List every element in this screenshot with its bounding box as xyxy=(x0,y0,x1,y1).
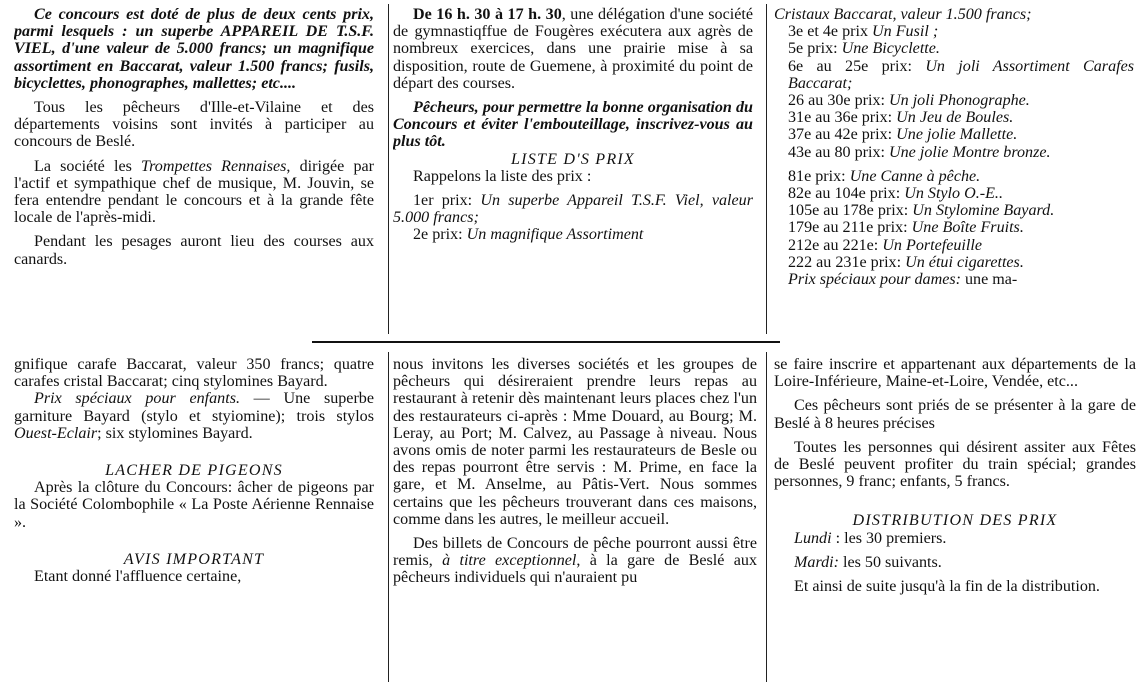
prize-line: 222 au 231e prix: Un étui cigarettes. xyxy=(788,253,1024,271)
column-rule xyxy=(388,4,389,334)
restaurants-paragraph: nous invitons les diverses sociétés et les groupes de pêcheurs qui désireraient prendre leurs repas au restaurant à retenir dès maintenant leurs places chez l'un des restaurateurs ci-après : Mme Douard, au Bourg; M. Leray, au Port; M. Calvez, au Passage à niveau. Nous avons omis de noter parmi les restaurateurs de Besle ou des repas pourront être servis : M. Prime, en face la gare, et M. Anselme, au Pâtis-Vert. Nous sommes certains que les pêcheurs trouverant dans ces maisons, comme dans les autres, le meilleur accueil. xyxy=(393,356,757,528)
bottom-column-3 xyxy=(774,356,1136,682)
pigeon-release-heading: LACHER DE PIGEONS xyxy=(105,462,283,480)
prize-line: 179e au 211e prix: Une Boîte Fruits. xyxy=(788,219,1024,237)
top-column-3 xyxy=(774,6,1134,336)
top-column-2 xyxy=(393,6,753,336)
invitation-paragraph: Tous les pêcheurs d'Ille-et-Vilaine et des départements voisins sont invités à participer au concours de Beslé. xyxy=(14,99,374,151)
distribution-end-paragraph: Et ainsi de suite jusqu'à la fin de la distribution. xyxy=(794,578,1100,596)
important-notice-heading: AVIS IMPORTANT xyxy=(123,550,265,568)
music-paragraph: La société les Trompettes Rennaises, dirigée par l'actif et sympathique chef de musique, M. Jouvin, se fera entendre pendant le concours et à la grande fête locale de l'après-midi. xyxy=(14,157,374,227)
prize-line: Prix spéciaux pour dames: une ma- xyxy=(788,271,1018,289)
section-divider xyxy=(312,341,780,343)
prize-intro-paragraph: Ce concours est doté de plus de deux cents prix, parmi lesquels : un superbe APPAREIL DE T.S.F. VIEL, d'une valeur de 5.000 francs; un magnifique assortiment en Baccarat, valeur 1.500 francs; fusils, bicyclettes, phonographes, mallettes; etc.... xyxy=(14,6,374,92)
children-prizes-paragraph: Prix spéciaux pour enfants. — Une superbe garniture Bayard (stylo et styiomine); trois stylos Ouest-Eclair; six stylomines Bayard. xyxy=(14,390,374,442)
station-paragraph: Ces pêcheurs sont priés de se présenter à la gare de Beslé à 8 heures précises xyxy=(774,397,1136,432)
prize-line: 6e au 25e prix: Un joli Assortiment Carafes Baccarat; xyxy=(788,57,1134,92)
prize-line: 37e au 42e prix: Une jolie Mallette. xyxy=(788,126,1018,144)
prize-line: 43e au 80 prix: Une jolie Montre bronze. xyxy=(788,143,1051,161)
column-rule xyxy=(388,352,389,682)
registration-notice: Pêcheurs, pour permettre la bonne organisation du Concours et éviter l'embouteillage, inscrivez-vous au plus tôt. xyxy=(393,99,753,151)
tickets-paragraph: Des billets de Concours de pêche pourront aussi être remis, à titre exceptionnel, à la gare de Beslé aux pêcheurs individuels qui n'auraient pu xyxy=(393,535,757,587)
bottom-column-2 xyxy=(393,356,757,682)
prize-line: 82e au 104e prix: Un Stylo O.-E.. xyxy=(788,185,1003,203)
monday-line: Lundi : les 30 premiers. xyxy=(794,529,947,547)
prize-line: 5e prix: Une Bicyclette. xyxy=(788,40,940,58)
pigeon-release-paragraph: Après la clôture du Concours: âcher de pigeons par la Société Colombophile « La Poste Aérienne Rennaise ». xyxy=(14,479,374,531)
gymnastics-paragraph: De 16 h. 30 à 17 h. 30, une délégation d'une société de gymnastiqffue de Fougères exécutera aux agrès de nombreux exercices, dans une prairie mise à sa disposition, route de Guemene, à proximité du point de départ des courses. xyxy=(393,6,753,92)
second-prize: 2e prix: Un magnifique Assortiment xyxy=(413,226,644,244)
prize-line: 81e prix: Une Canne à pêche. xyxy=(788,167,981,185)
prize-line: 26 au 30e prix: Un joli Phonographe. xyxy=(788,92,1030,110)
first-prize: 1er prix: Un superbe Appareil T.S.F. Viel, valeur 5.000 francs; xyxy=(393,192,753,227)
prize-line: 105e au 178e prix: Un Stylomine Bayard. xyxy=(788,202,1055,220)
prize-line: Cristaux Baccarat, valeur 1.500 francs; xyxy=(774,6,1032,23)
departments-paragraph: se faire inscrire et appartenant aux départements de la Loire-Inférieure, Maine-et-Loire, Vendée, etc... xyxy=(774,356,1136,391)
top-column-1 xyxy=(14,6,374,336)
prize-line: 3e et 4e prix Un Fusil ; xyxy=(788,23,939,41)
column-rule xyxy=(766,352,767,682)
prize-line: 212e au 221e: Un Portefeuille xyxy=(788,236,982,254)
duck-race-paragraph: Pendant les pesages auront lieu des courses aux canards. xyxy=(14,233,374,268)
notice-paragraph: Etant donné l'affluence certaine, xyxy=(34,568,242,586)
special-train-paragraph: Toutes les personnes qui désirent assiter aux Fêtes de Beslé peuvent profiter du train spécial; grandes personnes, 9 franc; enfants, 5 francs. xyxy=(774,438,1136,491)
prize-list-intro: Rappelons la liste des prix : xyxy=(413,167,592,185)
prize-line: 31e au 36e prix: Un Jeu de Boules. xyxy=(788,109,1014,127)
distribution-heading: DISTRIBUTION DES PRIX xyxy=(852,512,1058,530)
carafe-paragraph: gnifique carafe Baccarat, valeur 350 francs; quatre carafes cristal Baccarat; cinq stylomines Bayard. xyxy=(14,356,374,391)
column-rule xyxy=(766,4,767,334)
tuesday-line: Mardi: les 50 suivants. xyxy=(794,553,942,571)
prize-list-heading: LISTE D'S PRIX xyxy=(511,150,635,168)
bottom-column-1 xyxy=(14,356,374,682)
